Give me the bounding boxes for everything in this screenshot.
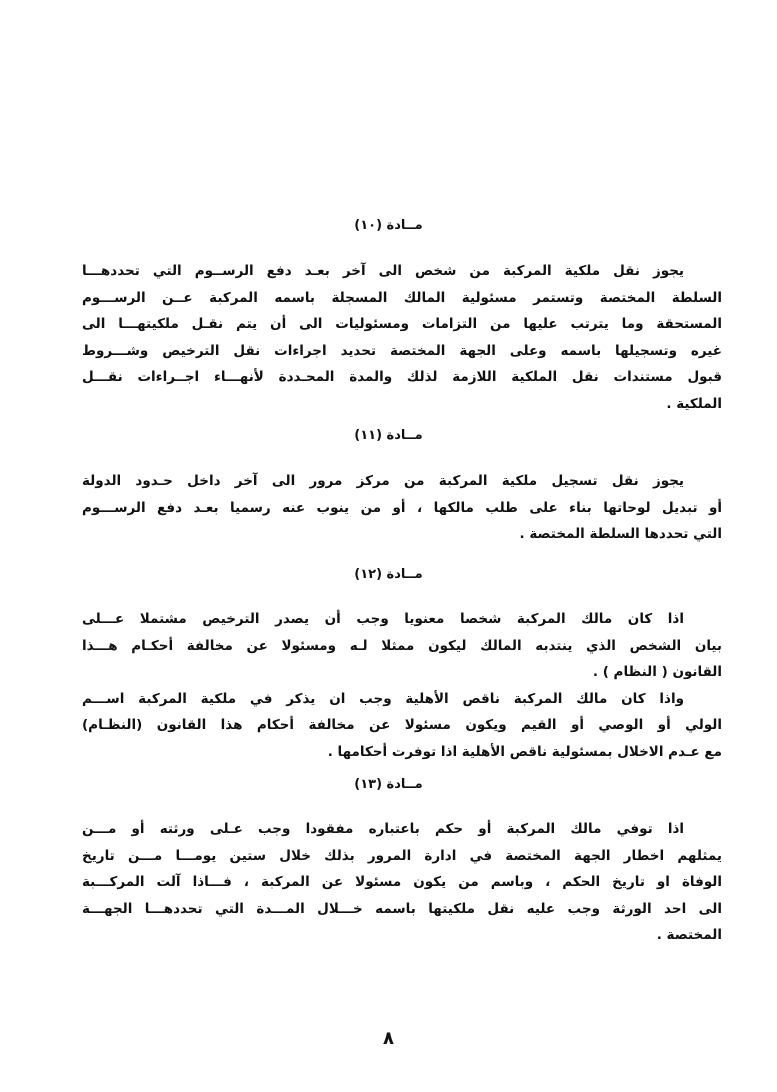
article-11-text	[82, 468, 722, 548]
article-12-heading: مــادة (١٢)	[354, 567, 423, 582]
article-12-text	[82, 606, 722, 765]
article-10-heading: مــادة (١٠)	[354, 218, 423, 233]
text-line: الى احد الورثة وجب عليه نقل ملكيتها باسمه خـــلال المـــدة التي تحددهـــا الجهـــة	[82, 900, 722, 917]
text-line: مع عـدم الاخلال بمسئولية ناقص الأهلية اذا توفرت أحكامها .	[327, 743, 722, 760]
text-line: يجوز نقل ملكية المركبة من شخص الى آخر بعـد دفع الرســوم التي تحددهـــا	[82, 263, 684, 279]
text-line: التي تحددها السلطة المختصة .	[519, 526, 722, 542]
article-13-heading: مــادة (١٣)	[354, 777, 423, 792]
text-line: القانون ( النظام ) .	[592, 664, 722, 680]
article-13-text	[82, 816, 722, 949]
text-line: المستحقة وما يترتب عليها من التزامات ومسئوليات الى أن يتم نقـل ملكيتهـــا الى	[82, 316, 722, 332]
text-line: الوفاة او تاريخ الحكم ، وباسم من يكون مسئولا عن المركبة ، فـــاذا آلت المركـــبة	[82, 874, 722, 890]
article-11-heading: مــادة (١١)	[354, 428, 423, 443]
text-line: واذا كان مالك المركبة ناقص الأهلية وجب ان يذكر في ملكية المركبة اســـم	[82, 690, 684, 707]
text-line: يمثلهم اخطار الجهة المختصة في ادارة المرور بذلك خلال ستين يومـــا مـــن تاريخ	[82, 847, 722, 864]
text-line: قبول مستندات نقل الملكية اللازمة لذلك والمدة المحـددة لأنهـــاء اجــراءات نقـــل	[82, 369, 722, 385]
article-10-text	[82, 258, 722, 417]
text-line: اذا كان مالك المركبة شخصا معنويا وجب أن يصدر الترخيص مشتملا عـــلى	[82, 611, 684, 627]
text-line: يجوز نقل تسجيل ملكية المركبة من مركز مرور الى آخر داخل حـدود الدولة	[82, 473, 684, 489]
text-line: المختصة .	[656, 927, 722, 943]
text-line: السلطة المختصة وتستمر مسئولية المالك المسجلة باسمه المركبة عــن الرســـوم	[82, 289, 722, 306]
text-line: الملكية .	[666, 395, 722, 412]
text-line: بيان الشخص الذي ينتدبه المالك ليكون ممثلا لـه ومسئولا عن مخالفة أحكـام هـــذا	[82, 637, 722, 654]
text-line: غيره وتسجيلها باسمه وعلى الجهة المختصة تحديد اجراءات نقل الترخيص وشـــروط	[82, 342, 722, 359]
text-line: اذا توفي مالك المركبة أو حكم باعتباره مفقودا وجب عـلى ورثته أو مـــن	[82, 821, 684, 837]
text-line: الولي أو الوصي أو القيم ويكون مسئولا عن مخالفة أحكام هذا القانون (النظـام)	[82, 717, 722, 733]
text-line: أو تبديل لوحاتها بناء على طلب مالكها ، أو من ينوب عنه رسميا بعـد دفع الرســـوم	[82, 499, 722, 516]
page-number: ٨	[383, 1028, 394, 1049]
